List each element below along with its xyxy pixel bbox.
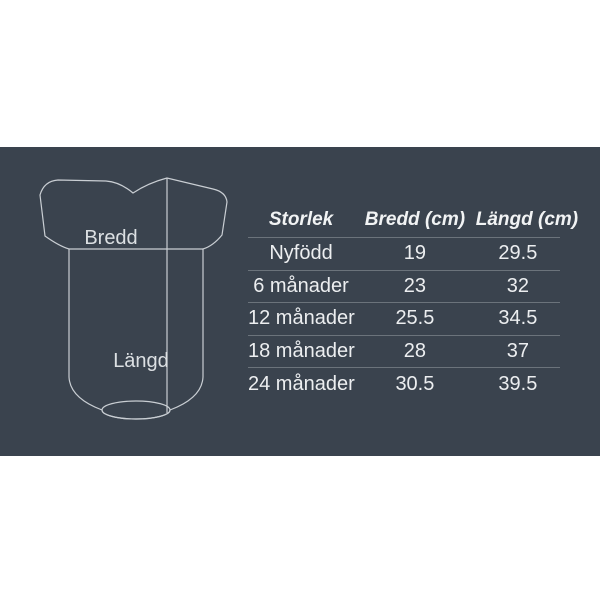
cell-size: 18 månader	[248, 340, 355, 363]
column-header-langd: Längd (cm)	[475, 209, 579, 230]
crotch-snap-ellipse	[102, 401, 170, 419]
column-header-storlek: Storlek	[268, 209, 334, 230]
size-table	[248, 203, 579, 400]
cell-length: 29.5	[498, 242, 538, 265]
cell-width: 30.5	[395, 372, 435, 395]
cell-length: 39.5	[498, 372, 538, 395]
cell-width: 28	[403, 340, 427, 363]
table-header-row	[248, 203, 579, 237]
column-header-bredd: Bredd (cm)	[364, 209, 466, 230]
cell-size: Nyfödd	[269, 242, 333, 265]
cell-width: 25.5	[395, 307, 435, 330]
table-row	[248, 237, 560, 270]
table-row	[248, 270, 560, 303]
cell-length: 37	[506, 340, 529, 363]
size-chart-panel	[0, 147, 600, 456]
table-row	[248, 335, 560, 368]
length-label: Längd	[113, 350, 169, 372]
table-row	[248, 302, 560, 335]
cell-width: 19	[403, 242, 427, 265]
cell-size: 24 månader	[248, 372, 355, 395]
cell-width: 23	[403, 274, 427, 297]
bodysuit-diagram	[0, 147, 260, 456]
table-row	[248, 367, 560, 400]
cell-length: 34.5	[498, 307, 538, 330]
cell-length: 32	[506, 274, 529, 297]
cell-size: 12 månader	[248, 307, 355, 330]
bodysuit-outline	[40, 178, 227, 419]
width-label: Bredd	[84, 227, 138, 249]
cell-size: 6 månader	[253, 274, 349, 297]
